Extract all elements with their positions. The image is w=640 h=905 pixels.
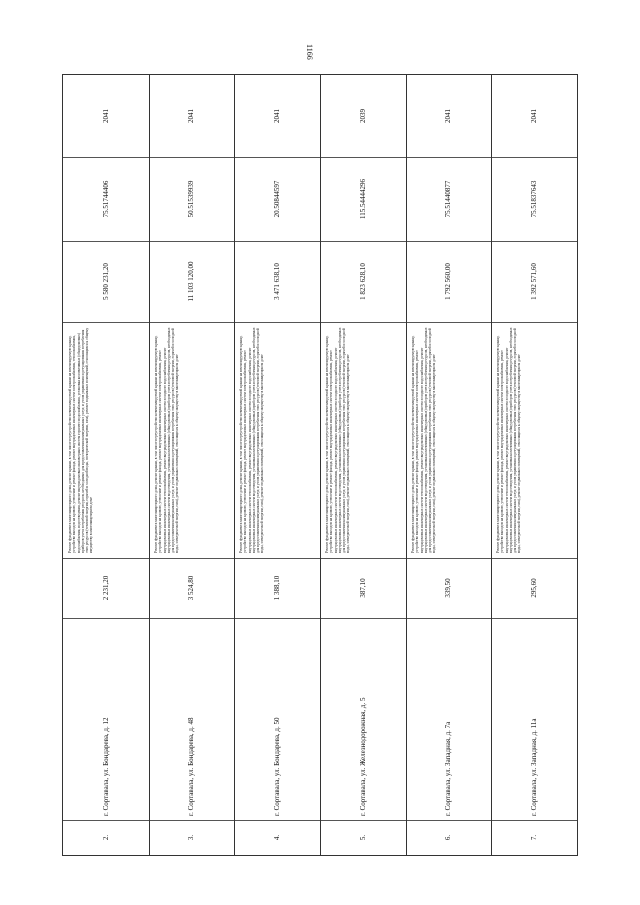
cell-address: г. Сортавала, ул. Западная, д. 7а	[444, 721, 453, 816]
cell-year: 2041	[444, 109, 453, 123]
cell-unit: 20.50844597	[273, 180, 282, 218]
cell-address: г. Сортавала, ул. Железнодорожная, д. 5	[358, 697, 367, 816]
cell-unit: 75.51744406	[101, 180, 110, 218]
cell-num: 3.	[187, 834, 196, 841]
cell-cost: 1 792 560,00	[444, 263, 453, 300]
cell-unit: 75.51837643	[530, 180, 539, 218]
cell-num: 2.	[101, 834, 110, 841]
cell-works: Ремонт фундамента многоквартирного дома, ремонт крыши, в том числе переустройство невентилируемой крыши на вентилируемую крышу, устройство выходов на кровлю, утепление и ремонт фасада, ремонт внутридомовых инженерных систем электроснабжения, ремонт внутридомовых инженерных систем теплоснабжения, ремонт внутридомовых инженерных систем холодного водоснабжения, ремонт внутридомовых инженерных систем водоотведения, установка коллективных (общедомовых) приборов учета потребления ресурсов, необходимых для предоставления коммунальных услуг, и узлов управления и регулирования потребления этих ресурсов (тепловой энергии, горячей и холодной воды, электрической энергии, газа), ремонт подвальных помещений, относящихся к общему имуществу в многоквартирном доме	[496, 327, 522, 553]
cell-cost: 11 103 120,00	[187, 261, 196, 302]
cell-area: 1 388,10	[273, 575, 282, 601]
table-row	[149, 75, 235, 855]
table-row	[320, 75, 406, 855]
cell-area: 339,50	[444, 578, 453, 598]
cell-num: 7.	[530, 834, 539, 841]
cell-works: Ремонт фундамента многоквартирного дома, ремонт крыши, в том числе переустройство невентилируемой крыши на вентилируемую крышу, устройство выходов на кровлю, утепление и ремонт фасада, ремонт внутридомовых инженерных систем электроснабжения, ремонт внутридомовых инженерных систем теплоснабжения, ремонт внутридомовых инженерных систем холодного водоснабжения, ремонт внутридомовых инженерных систем водоотведения, установка коллективных (общедомовых) приборов учета потребления ресурсов, необходимых для предоставления коммунальных услуг, и узлов управления и регулирования потребления этих ресурсов (тепловой энергии, горячей и холодной воды, электрической энергии, газа), ремонт подвальных помещений, относящихся к общему имуществу в многоквартирном доме	[153, 327, 180, 553]
cell-num: 5.	[358, 834, 367, 841]
table-row	[491, 75, 577, 855]
page-number: 1166	[305, 44, 314, 60]
cell-year: 2041	[530, 109, 539, 123]
cell-cost: 1 392 571,60	[530, 263, 539, 300]
cell-address: г. Сортавала, ул. Бондарева, д. 50	[273, 717, 282, 816]
cell-area: 295,60	[530, 578, 539, 598]
cell-unit: 115.54444296	[358, 179, 367, 219]
table-row	[63, 75, 149, 855]
cell-year: 2041	[101, 109, 110, 123]
cell-cost: 3 471 638,10	[273, 263, 282, 300]
cell-area: 387,10	[358, 578, 367, 598]
cell-area: 2 231,20	[101, 575, 110, 601]
cell-works: Ремонт фундамента многоквартирного дома, ремонт крыши, в том числе переустройство невентилируемой крыши на вентилируемую крышу, устройство выходов на кровлю, утепление и ремонт фасада, ремонт внутридомовых инженерных систем электроснабжения, ремонт внутридомовых инженерных систем теплоснабжения, ремонт внутридомовых инженерных систем холодного водоснабжения, ремонт внутридомовых инженерных систем водоотведения, установка коллективных (общедомовых) приборов учета потребления ресурсов, необходимых для предоставления коммунальных услуг, и узлов управления и регулирования потребления этих ресурсов (тепловой энергии, горячей и холодной воды, электрической энергии, газа), ремонт подвальных помещений, относящихся к общему имуществу в многоквартирном доме	[239, 327, 265, 553]
table-row	[234, 75, 320, 855]
cell-unit: 75.51440877	[444, 180, 453, 218]
cell-num: 4.	[273, 834, 282, 841]
capital-repair-table	[62, 74, 578, 856]
cell-unit: 50.51539939	[187, 180, 196, 218]
cell-area: 3 524,80	[187, 575, 196, 601]
cell-works: Ремонт фундамента многоквартирного дома, ремонт крыши, в том числе переустройство невентилируемой крыши на вентилируемую крышу, устройство выходов на кровлю, утепление и ремонт фасада, ремонт внутридомовых инженерных систем электроснабжения, теплоснабжения, водоснабжения, водоотведения, ремонт внутридомовых инженерных систем горячего водоснабжения, установка коллективных (общедомовых) приборов учета потребления ресурсов, необходимых для предоставления коммунальных услуг, и узлов управления и регулирования потребления этих ресурсов (тепловой энергии, горячей и холодной воды, электрической энергии, газа), ремонт подвальных помещений, относящихся к общему имуществу в многоквартирном доме	[68, 327, 94, 553]
cell-address: г. Сортавала, ул. Западная, д. 11а	[530, 718, 539, 816]
cell-cost: 1 823 628,10	[358, 263, 367, 300]
cell-year: 2041	[273, 109, 282, 123]
cell-works: Ремонт фундамента многоквартирного дома, ремонт крыши, в том числе переустройство невентилируемой крыши на вентилируемую крышу, устройство выходов на кровлю, утепление и ремонт фасада, ремонт внутридомовых инженерных систем электроснабжения, ремонт внутридомовых инженерных систем теплоснабжения, ремонт внутридомовых инженерных систем холодного водоснабжения, ремонт внутридомовых инженерных систем водоотведения, установка коллективных (общедомовых) приборов учета потребления ресурсов, необходимых для предоставления коммунальных услуг, и узлов управления и регулирования потребления этих ресурсов (тепловой энергии, горячей и холодной воды, электрической энергии, газа), ремонт подвальных помещений, относящихся к общему имуществу в многоквартирном доме	[410, 327, 437, 553]
table-row	[406, 75, 492, 855]
cell-address: г. Сортавала, ул. Бондарева, д. 48	[187, 717, 196, 816]
cell-num: 6.	[444, 834, 453, 841]
cell-works: Ремонт фундамента многоквартирного дома, ремонт крыши, в том числе переустройство невентилируемой крыши на вентилируемую крышу, устройство выходов на кровлю, утепление и ремонт фасада, ремонт внутридомовых инженерных систем электроснабжения, ремонт внутридомовых инженерных систем теплоснабжения, ремонт внутридомовых инженерных систем холодного водоснабжения, ремонт внутридомовых инженерных систем водоотведения, установка коллективных (общедомовых) приборов учета потребления ресурсов, необходимых для предоставления коммунальных услуг, и узлов управления и регулирования потребления этих ресурсов (тепловой энергии, горячей и холодной воды, электрической энергии, газа), ремонт подвальных помещений, относящихся к общему имуществу в многоквартирном доме	[325, 327, 351, 553]
cell-year: 2041	[187, 109, 196, 123]
cell-cost: 5 580 231,20	[101, 263, 110, 300]
cell-year: 2039	[358, 109, 367, 123]
cell-address: г. Сортавала, ул. Бондарева, д. 12	[101, 717, 110, 816]
